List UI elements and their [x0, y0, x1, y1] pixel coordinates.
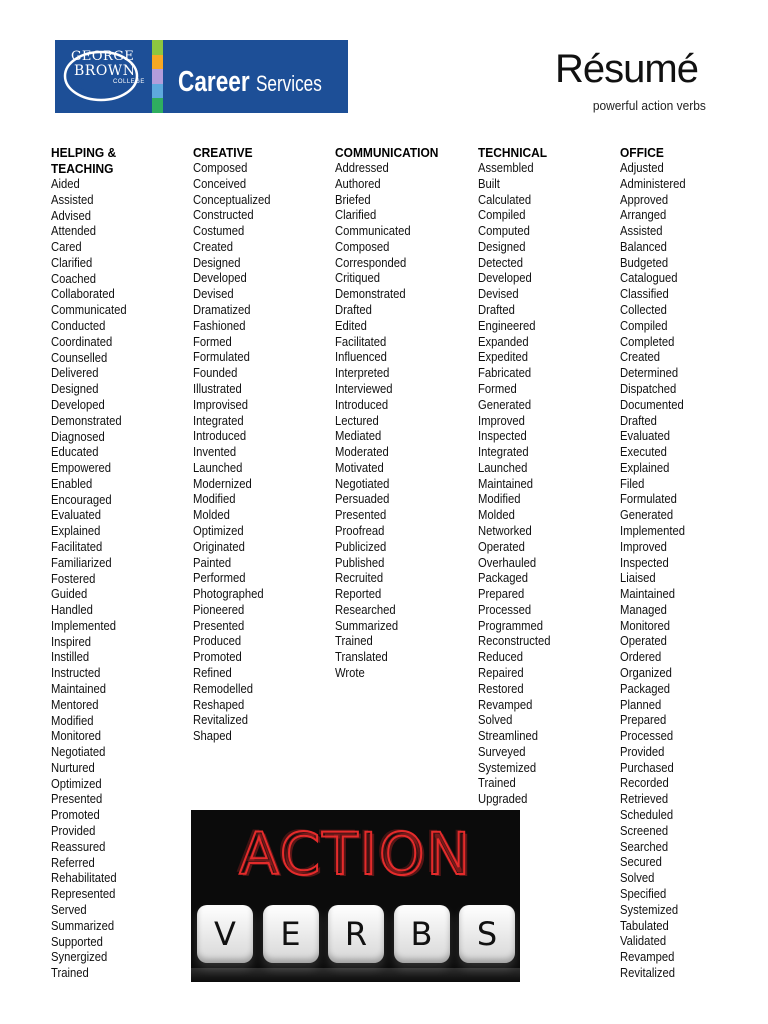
verb-item: Facilitated	[51, 539, 103, 554]
verb-item: Shaped	[193, 729, 232, 744]
verb-item: Computed	[478, 224, 530, 239]
verb-item: Assisted	[620, 224, 663, 239]
verb-item: Authored	[335, 176, 381, 191]
verb-item: Balanced	[620, 239, 667, 254]
verb-item: Integrated	[478, 445, 529, 460]
verb-item: Operated	[478, 539, 525, 554]
verb-item: Modified	[478, 492, 521, 507]
verb-item: Demonstrated	[335, 287, 406, 302]
verb-item: Served	[51, 902, 87, 917]
verb-item: Detected	[478, 255, 524, 270]
verb-item: Reduced	[478, 650, 524, 665]
verb-item: Familiarized	[51, 555, 112, 570]
column-header: TEACHING	[51, 161, 114, 176]
verb-item: Expedited	[478, 350, 529, 365]
verb-item: Invented	[193, 445, 237, 460]
verb-item: Restored	[478, 681, 524, 696]
verb-item: Classified	[620, 287, 669, 302]
verb-item: Molded	[193, 508, 230, 523]
verb-item: Pioneered	[193, 602, 245, 617]
verb-item: Produced	[193, 634, 242, 649]
verb-item: Maintained	[478, 476, 534, 491]
verb-item: Coordinated	[51, 334, 113, 349]
verb-item: Addressed	[335, 161, 389, 175]
letter-tile: S	[459, 905, 515, 963]
verb-item: Clarified	[335, 208, 377, 223]
verb-item: Purchased	[620, 760, 674, 775]
verb-item: Ordered	[620, 650, 662, 665]
verb-item: Mediated	[335, 429, 382, 444]
verb-item: Optimized	[193, 523, 244, 538]
verb-item: Monitored	[51, 729, 102, 744]
verb-item: Rehabilitated	[51, 871, 117, 886]
verb-item: Screened	[620, 823, 669, 838]
verb-item: Composed	[335, 239, 390, 254]
verb-item: Communicated	[335, 224, 411, 239]
verb-item: Drafted	[335, 303, 372, 318]
verb-item: Formed	[478, 381, 517, 396]
verb-item: Created	[620, 350, 661, 365]
verb-item: Specified	[620, 886, 667, 901]
verb-item: Designed	[478, 239, 526, 254]
verb-item: Researched	[335, 602, 396, 617]
verb-item: Filed	[620, 476, 645, 491]
column-office	[620, 145, 760, 982]
verb-item: Surveyed	[478, 744, 526, 759]
verb-item: Developed	[193, 271, 247, 286]
verb-item: Created	[193, 239, 234, 254]
verb-item: Implemented	[51, 618, 117, 633]
verb-item: Represented	[51, 887, 116, 902]
verb-item: Modified	[193, 492, 236, 507]
column-header: TECHNICAL	[478, 145, 548, 160]
verb-item: Counselled	[51, 350, 108, 365]
verb-item: Presented	[193, 618, 245, 633]
george-brown-college-logo	[55, 40, 152, 113]
verb-item: Promoted	[51, 808, 100, 823]
verb-item: Trained	[51, 966, 89, 981]
verb-item: Launched	[193, 460, 243, 475]
verb-item: Presented	[335, 508, 387, 523]
verb-item: Designed	[51, 382, 99, 397]
verb-item: Presented	[51, 792, 103, 807]
verb-item: Devised	[193, 287, 234, 302]
verb-item: Painted	[193, 555, 232, 570]
verb-item: Maintained	[51, 682, 107, 696]
verb-item: Tabulated	[620, 918, 669, 933]
verb-item: Improvised	[193, 397, 249, 412]
column-creative	[193, 145, 333, 745]
verb-item: Summarized	[335, 618, 399, 633]
verb-item: Negotiated	[335, 476, 390, 491]
verb-item: Instructed	[51, 666, 101, 681]
verb-item: Overhauled	[478, 555, 537, 570]
verb-item: Documented	[620, 397, 684, 412]
verb-item: Illustrated	[193, 381, 242, 396]
verb-item: Formed	[193, 334, 232, 349]
verb-item: Scheduled	[620, 808, 674, 823]
verb-item: Administered	[620, 176, 686, 191]
verb-item: Monitored	[620, 618, 671, 633]
letter-tile: V	[197, 905, 253, 963]
verb-item: Generated	[478, 397, 532, 412]
verb-item: Recruited	[335, 571, 384, 586]
verb-item: Nurtured	[51, 760, 95, 775]
verb-item: Prepared	[478, 587, 525, 602]
page-subtitle: powerful action verbs	[592, 98, 706, 113]
logo-college: COLLEGE	[113, 79, 145, 85]
verb-item: Published	[335, 555, 385, 570]
verb-item: Interviewed	[335, 381, 393, 396]
column-communication	[335, 145, 475, 682]
verb-item: Introduced	[193, 429, 247, 444]
column-header: COMMUNICATION	[335, 145, 439, 160]
verb-item: Delivered	[51, 366, 99, 381]
verb-item: Demonstrated	[51, 413, 122, 428]
verb-item: Evaluated	[620, 429, 671, 444]
verb-item: Maintained	[620, 587, 676, 602]
verb-item: Influenced	[335, 350, 387, 365]
verb-item: Evaluated	[51, 508, 102, 523]
verb-item: Revitalized	[620, 965, 676, 980]
verb-item: Dispatched	[620, 381, 677, 396]
verb-item: Managed	[620, 602, 667, 617]
verb-item: Reconstructed	[478, 634, 551, 649]
verb-item: Secured	[620, 855, 662, 870]
page-title: Résumé	[555, 47, 698, 91]
verb-item: Trained	[478, 776, 516, 791]
logo-services-text: Services	[255, 71, 322, 96]
verb-item: Photographed	[193, 587, 264, 602]
verb-item: Designed	[193, 255, 241, 270]
verb-item: Handled	[51, 603, 93, 618]
verb-item: Collected	[620, 303, 667, 318]
verb-item: Moderated	[335, 445, 389, 460]
verb-item: Trained	[335, 634, 373, 649]
logo-george: GEORGE	[71, 49, 135, 64]
verb-item: Fostered	[51, 571, 96, 586]
verb-item: Explained	[51, 524, 101, 539]
verb-item: Catalogued	[620, 271, 678, 286]
verb-item: Implemented	[620, 523, 686, 538]
verb-item: Proofread	[335, 523, 385, 538]
verb-item: Interpreted	[335, 366, 390, 381]
verb-item: Formulated	[193, 350, 250, 365]
logo-career-text: Career	[178, 66, 250, 98]
verb-item: Modernized	[193, 476, 252, 491]
verb-item: Retrieved	[620, 792, 669, 807]
verb-item: Provided	[51, 824, 96, 839]
verb-item: Assisted	[51, 192, 94, 207]
verb-item: Processed	[478, 602, 532, 617]
tile-reflection	[191, 968, 520, 982]
verb-item: Supported	[51, 934, 103, 949]
verb-item: Dramatized	[193, 303, 251, 318]
verb-item: Corresponded	[335, 255, 407, 270]
verb-item: Devised	[478, 287, 519, 302]
verb-item: Collaborated	[51, 287, 115, 302]
verb-item: Repaired	[478, 666, 524, 680]
verb-item: Inspired	[51, 634, 92, 649]
verb-list	[620, 161, 760, 982]
verb-list	[478, 161, 618, 808]
verb-item: Planned	[620, 697, 662, 712]
column-technical	[478, 145, 618, 808]
verb-item: Launched	[478, 460, 528, 475]
verb-item: Developed	[478, 271, 532, 286]
verb-item: Clarified	[51, 255, 93, 270]
verb-item: Conceived	[193, 176, 247, 191]
verb-item: Engineered	[478, 318, 536, 333]
verb-list	[193, 161, 333, 745]
verb-item: Arranged	[620, 208, 667, 223]
verb-item: Persuaded	[335, 492, 390, 507]
verb-item: Executed	[620, 445, 667, 460]
column-header: OFFICE	[620, 145, 664, 160]
verb-item: Communicated	[51, 303, 127, 318]
verb-item: Systemized	[478, 760, 537, 775]
verb-item: Drafted	[620, 413, 657, 428]
verb-item: Composed	[193, 161, 248, 175]
verb-item: Recorded	[620, 776, 669, 791]
action-word: ACTION	[239, 820, 472, 888]
verb-item: Molded	[478, 508, 515, 523]
verb-item: Expanded	[478, 334, 529, 349]
verb-item: Originated	[193, 539, 245, 554]
verb-item: Summarized	[51, 918, 115, 933]
verb-item: Wrote	[335, 666, 365, 680]
verb-item: Costumed	[193, 224, 245, 239]
verb-item: Conducted	[51, 319, 106, 334]
verb-item: Diagnosed	[51, 429, 105, 444]
verb-item: Instilled	[51, 650, 90, 665]
verb-item: Processed	[620, 729, 674, 744]
verb-item: Critiqued	[335, 271, 381, 286]
verb-item: Budgeted	[620, 255, 669, 270]
verb-item: Encouraged	[51, 492, 112, 507]
logo-career-services	[178, 66, 322, 99]
letter-tiles	[197, 905, 515, 963]
verb-item: Solved	[620, 871, 655, 886]
verb-item: Empowered	[51, 461, 112, 476]
verb-item: Publicized	[335, 539, 387, 554]
verb-item: Prepared	[620, 713, 667, 728]
verb-item: Negotiated	[51, 745, 106, 760]
verb-item: Fashioned	[193, 318, 246, 333]
verb-item: Searched	[620, 839, 669, 854]
verb-item: Packaged	[478, 571, 529, 586]
verb-item: Compiled	[620, 318, 668, 333]
verb-item: Integrated	[193, 413, 244, 428]
verb-item: Promoted	[193, 650, 242, 665]
verb-item: Advised	[51, 208, 92, 223]
verb-item: Compiled	[478, 208, 526, 223]
verb-item: Conceptualized	[193, 192, 271, 207]
verb-item: Improved	[478, 413, 525, 428]
verb-item: Adjusted	[620, 161, 664, 175]
verb-item: Systemized	[620, 902, 679, 917]
verb-item: Assembled	[478, 161, 534, 175]
verb-item: Determined	[620, 366, 679, 381]
column-header: CREATIVE	[193, 145, 253, 160]
verb-item: Founded	[193, 366, 238, 381]
verb-item: Optimized	[51, 776, 102, 791]
verb-item: Introduced	[335, 397, 389, 412]
verb-item: Streamlined	[478, 729, 539, 744]
verb-item: Enabled	[51, 476, 93, 491]
verb-item: Generated	[620, 508, 674, 523]
verb-item: Explained	[620, 460, 670, 475]
verb-item: Operated	[620, 634, 667, 649]
verb-item: Drafted	[478, 303, 515, 318]
verb-item: Motivated	[335, 460, 384, 475]
verb-item: Developed	[51, 397, 105, 412]
column-helping-teaching	[51, 145, 191, 982]
verb-item: Liaised	[620, 571, 656, 586]
letter-tile: B	[394, 905, 450, 963]
verb-item: Organized	[620, 666, 672, 680]
verb-item: Mentored	[51, 697, 99, 712]
verb-item: Approved	[620, 192, 669, 207]
verb-item: Briefed	[335, 192, 371, 207]
verb-list	[51, 177, 191, 982]
letter-tile: R	[328, 905, 384, 963]
column-header: HELPING &	[51, 145, 117, 160]
verb-item: Provided	[620, 744, 665, 759]
verb-item: Calculated	[478, 192, 532, 207]
verb-item: Formulated	[620, 492, 677, 507]
verb-item: Completed	[620, 334, 675, 349]
logo-color-stripes	[152, 40, 163, 113]
verb-item: Translated	[335, 650, 388, 665]
verb-item: Upgraded	[478, 792, 528, 807]
verb-item: Improved	[620, 539, 667, 554]
verb-item: Fabricated	[478, 366, 532, 381]
verb-item: Cared	[51, 240, 82, 255]
verb-item: Coached	[51, 271, 97, 286]
career-services-logo	[55, 40, 348, 113]
verb-item: Modified	[51, 713, 94, 728]
verb-item: Educated	[51, 445, 99, 460]
verb-item: Inspected	[478, 429, 527, 444]
verb-item: Synergized	[51, 950, 108, 965]
verb-item: Built	[478, 176, 500, 191]
verb-item: Lectured	[335, 413, 379, 428]
verb-item: Remodelled	[193, 681, 254, 696]
verb-item: Refined	[193, 666, 232, 680]
verb-item: Constructed	[193, 208, 254, 223]
action-verbs-image	[191, 810, 520, 982]
verb-item: Edited	[335, 318, 367, 333]
verb-item: Solved	[478, 713, 513, 728]
verb-item: Validated	[620, 934, 667, 949]
verb-item: Packaged	[620, 681, 671, 696]
verb-item: Reported	[335, 587, 382, 602]
logo-brown: BROWN	[74, 63, 136, 79]
verb-item: Performed	[193, 571, 246, 586]
verb-item: Referred	[51, 855, 95, 870]
verb-item: Programmed	[478, 618, 544, 633]
verb-item: Guided	[51, 587, 88, 602]
verb-item: Networked	[478, 523, 532, 538]
verb-item: Attended	[51, 224, 97, 239]
verb-item: Reshaped	[193, 697, 245, 712]
verb-item: Reassured	[51, 839, 106, 854]
verb-item: Aided	[51, 177, 80, 191]
verb-item: Inspected	[620, 555, 669, 570]
verb-list	[335, 161, 475, 682]
verb-item: Revamped	[478, 697, 533, 712]
verb-item: Facilitated	[335, 334, 387, 349]
letter-tile: E	[263, 905, 319, 963]
verb-item: Revamped	[620, 950, 675, 965]
verb-item: Revitalized	[193, 713, 249, 728]
